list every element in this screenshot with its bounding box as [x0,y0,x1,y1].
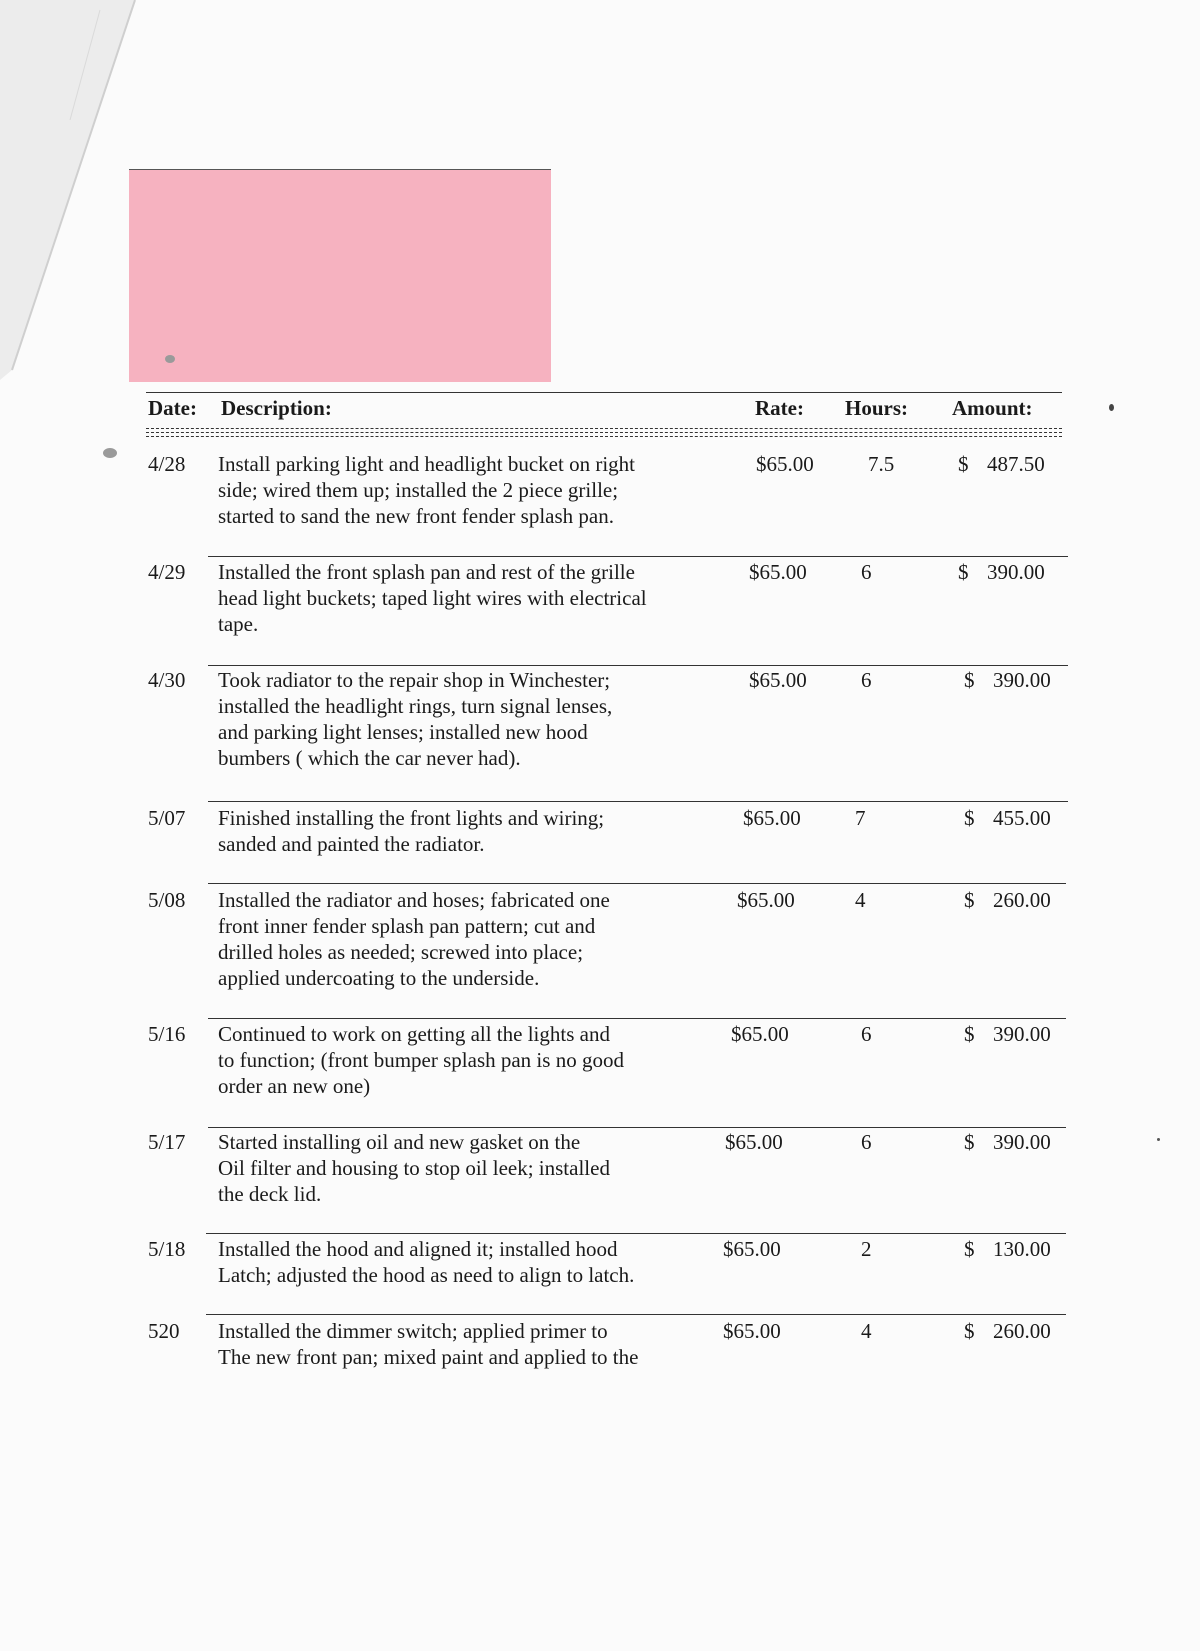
row-rate: $65.00 [756,452,814,476]
row-currency: $ [964,1130,975,1154]
row-description: Started installing oil and new gasket on the Oil filter and housing to stop oil leek; installed the deck lid. [218,1130,610,1206]
row-amount: 390.00 [987,560,1045,584]
row-description: Installed the hood and aligned it; installed hood Latch; adjusted the hood as need to align to latch. [218,1237,635,1287]
row-divider [206,1233,1066,1234]
row-hours: 4 [855,888,866,912]
row-rate: $65.00 [731,1022,789,1046]
row-description: Finished installing the front lights and wiring; sanded and painted the radiator. [218,806,605,856]
row-description: Installed the front splash pan and rest of the grille head light buckets; taped light wires with electrical tape. [218,560,647,636]
header-hours: Hours: [845,396,908,420]
row-date: 520 [148,1319,180,1343]
row-hours: 6 [861,1022,872,1046]
row-date: 5/18 [148,1237,186,1261]
row-divider [208,883,1066,884]
row-date: 5/08 [148,888,186,912]
row-rate: $65.00 [737,888,795,912]
row-rate: $65.00 [723,1237,781,1261]
row-hours: 7.5 [868,452,895,476]
row-divider [206,1314,1066,1315]
header-top-rule [146,392,1062,393]
row-amount: 260.00 [993,1319,1051,1343]
header-date: Date: [148,396,197,420]
header-rate: Rate: [755,396,804,420]
redaction-box [129,170,551,382]
header-amount: Amount: [952,396,1033,420]
row-date: 5/16 [148,1022,186,1046]
row-description: Installed the radiator and hoses; fabricated one front inner fender splash pan pattern; cut and drilled holes as needed; screwed into place; applied undercoating to the underside. [218,888,610,990]
row-description: Installed the dimmer switch; applied primer to The new front pan; mixed paint and applied to the [218,1319,639,1369]
row-rate: $65.00 [723,1319,781,1343]
row-date: 5/07 [148,806,186,830]
row-divider [208,665,1068,666]
row-date: 4/29 [148,560,186,584]
row-description: Install parking light and headlight bucket on right side; wired them up; installed the 2 piece grille; started to sand the new front fender splash pan. [218,452,635,528]
scan-speck [1109,404,1114,411]
row-divider [208,1018,1066,1019]
row-currency: $ [964,1319,975,1343]
row-rate: $65.00 [749,560,807,584]
row-hours: 7 [855,806,866,830]
row-currency: $ [958,452,969,476]
row-date: 4/28 [148,452,186,476]
row-divider [208,556,1068,557]
header-double-rule-1 [146,428,1062,429]
header-description: Description: [221,396,332,420]
header-double-rule-2 [146,432,1062,433]
header-double-rule-3 [146,436,1062,437]
row-description: Continued to work on getting all the lights and to function; (front bumper splash pan is no good order an new one) [218,1022,624,1098]
scan-speck [1157,1138,1160,1141]
row-divider [208,1127,1066,1128]
row-amount: 390.00 [993,1022,1051,1046]
row-amount: 260.00 [993,888,1051,912]
row-rate: $65.00 [749,668,807,692]
row-amount: 390.00 [993,668,1051,692]
row-description: Took radiator to the repair shop in Winchester; installed the headlight rings, turn signal lenses, and parking light lenses; installed new hood bumbers ( which the car never had). [218,668,613,770]
row-currency: $ [964,1237,975,1261]
row-amount: 390.00 [993,1130,1051,1154]
row-amount: 130.00 [993,1237,1051,1261]
scan-speck [165,355,175,363]
row-hours: 6 [861,668,872,692]
row-date: 5/17 [148,1130,186,1154]
row-hours: 6 [861,1130,872,1154]
row-rate: $65.00 [743,806,801,830]
row-hours: 4 [861,1319,872,1343]
row-hours: 2 [861,1237,872,1261]
row-currency: $ [964,806,975,830]
row-currency: $ [958,560,969,584]
row-amount: 487.50 [987,452,1045,476]
row-currency: $ [964,1022,975,1046]
row-currency: $ [964,668,975,692]
row-amount: 455.00 [993,806,1051,830]
scan-speck [103,448,117,458]
row-currency: $ [964,888,975,912]
row-hours: 6 [861,560,872,584]
row-date: 4/30 [148,668,186,692]
row-rate: $65.00 [725,1130,783,1154]
row-divider [208,801,1068,802]
